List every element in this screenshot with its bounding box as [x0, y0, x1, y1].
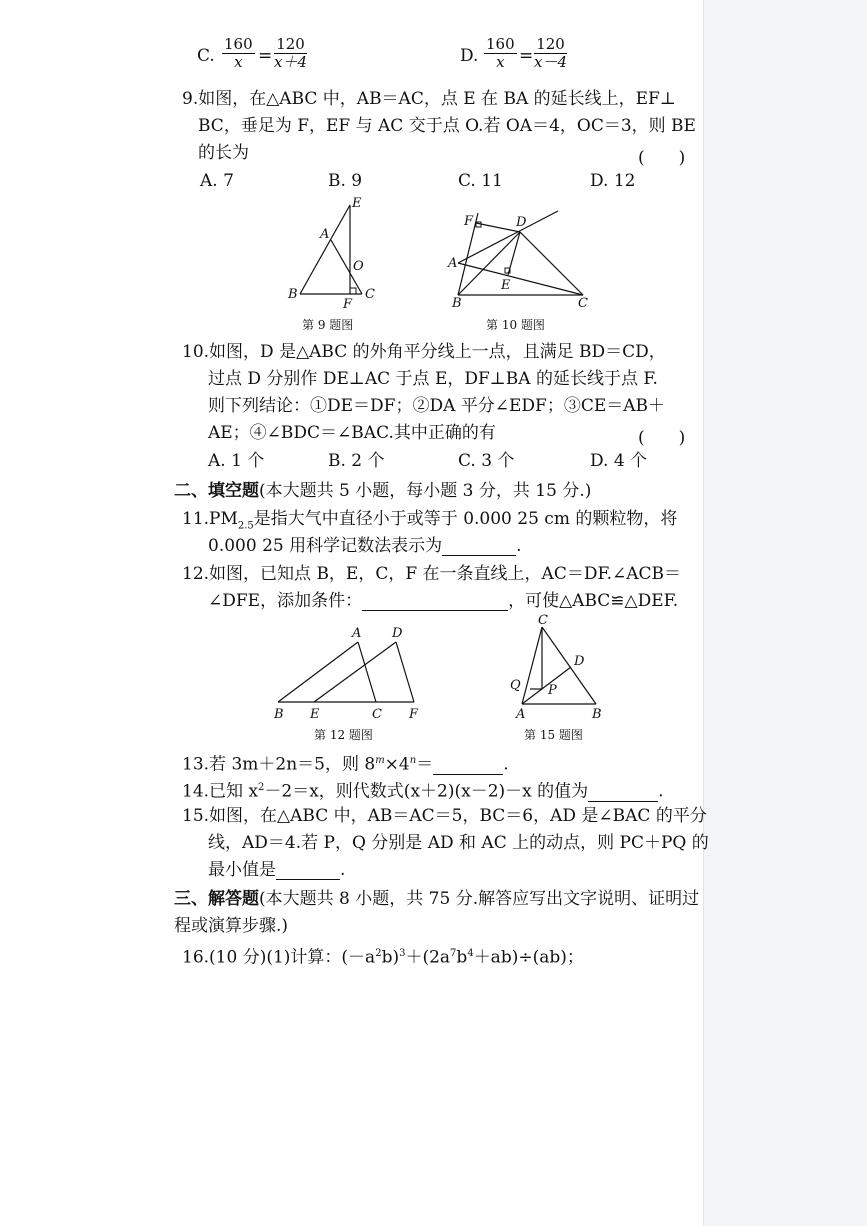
q16-sup-3: 7	[450, 948, 457, 959]
fig9-segment-be	[300, 205, 350, 294]
q14-text-a: 14.已知 x	[182, 781, 259, 802]
fig9-label-o: O	[353, 259, 364, 274]
q10-option-a: A. 1 个	[208, 451, 265, 471]
fig10-label-b: B	[452, 296, 462, 311]
fig12-label-d: D	[392, 626, 403, 641]
q11-text-a: 11.PM	[182, 509, 238, 529]
q15-line-2: 线，AD＝4.若 P，Q 分别是 AD 和 AC 上的动点，则 PC＋PQ 的	[208, 833, 709, 853]
q11-line-1	[182, 509, 677, 536]
fig12-label-c: C	[372, 707, 382, 722]
fig12-segment-ac	[358, 642, 376, 702]
fig15-label-q: Q	[510, 678, 521, 693]
q11-answer-blank[interactable]	[442, 537, 516, 556]
q11-line-2-text: 0.000 25 用科学记数法表示为	[208, 536, 443, 556]
q8-option-c-eq: =	[258, 46, 273, 66]
fig9-label-e: E	[352, 196, 362, 211]
q14-line	[182, 778, 664, 802]
fig15-segment-ad	[522, 667, 571, 704]
q11-line-2	[208, 536, 522, 556]
q8-option-c-frac1	[222, 36, 255, 71]
q16-line	[182, 944, 584, 968]
q8-option-d-label: D.	[460, 46, 479, 66]
section-3-heading	[174, 889, 699, 909]
fig10-label-d: D	[516, 215, 527, 230]
section-3-desc-2: 程或演算步骤.)	[174, 916, 289, 936]
frac-denominator: x＋4	[274, 53, 308, 71]
q12-line-2	[208, 591, 678, 611]
fig9-label-b: B	[288, 287, 298, 302]
q15-line-3-end: .	[340, 860, 346, 880]
q15-line-3	[208, 860, 345, 880]
fig12-label-a: A	[352, 626, 362, 641]
q14-end: .	[658, 781, 664, 802]
figure-15	[504, 612, 614, 724]
q14-answer-blank[interactable]	[588, 783, 658, 802]
frac-numerator: 120	[276, 35, 305, 53]
right-margin-strip	[703, 0, 867, 1226]
q15-answer-blank[interactable]	[276, 861, 340, 880]
fig15-segment-ac	[522, 627, 542, 704]
fig10-segment-ac	[458, 263, 583, 295]
frac-numerator: 160	[486, 35, 515, 53]
q9-line-2: BC，垂足为 F，EF 与 AC 交于点 O.若 OA＝4，OC＝3，则 BE	[198, 116, 696, 136]
fig9-label-f: F	[343, 297, 353, 312]
frac-numerator: 160	[224, 35, 253, 53]
frac-denominator: x－4	[534, 53, 568, 71]
frac-denominator: x	[234, 53, 243, 71]
q11-text-b: 是指大气中直径小于或等于 0.000 25 cm 的颗粒物，将	[253, 509, 678, 529]
q13-line	[182, 751, 509, 775]
fig12-segment-de	[314, 642, 396, 702]
fig15-caption: 第 15 题图	[524, 728, 583, 742]
q16-text-c: ＋(2a	[405, 947, 451, 968]
q10-option-d: D. 4 个	[590, 451, 648, 471]
q11-line-2-end: .	[516, 536, 522, 556]
fig9-label-a: A	[320, 227, 330, 242]
q10-line-2: 过点 D 分别作 DE⊥AC 于点 E，DF⊥BA 的延长线于点 F.	[208, 369, 658, 389]
q16-sup-1: 2	[375, 948, 382, 959]
q13-answer-blank[interactable]	[433, 756, 503, 775]
fig15-label-a: A	[516, 707, 526, 722]
fig15-label-c: C	[538, 613, 548, 628]
q13-sup-n: n	[409, 755, 417, 766]
fig10-caption: 第 10 题图	[486, 318, 545, 332]
fig10-label-a: A	[448, 256, 458, 271]
fig9-label-c: C	[365, 287, 375, 302]
q16-text-e: ＋ab)÷(ab)；	[473, 947, 584, 968]
q10-line-1: 10.如图，D 是△ABC 的外角平分线上一点，且满足 BD＝CD，	[182, 342, 666, 362]
frac-numerator: 120	[536, 35, 565, 53]
q10-option-b: B. 2 个	[328, 451, 385, 471]
fig9-caption: 第 9 题图	[302, 318, 354, 332]
q16-sup-2: 3	[399, 948, 406, 959]
q13-text-b: ×4	[384, 754, 410, 775]
fig12-segment-ab	[278, 642, 358, 702]
fig15-label-b: B	[592, 707, 602, 722]
q12-answer-blank[interactable]	[362, 592, 508, 611]
fig12-label-b: B	[274, 707, 284, 722]
fig9-right-angle-mark	[350, 288, 356, 294]
figure-9	[280, 195, 390, 315]
fig10-label-f: F	[464, 214, 474, 229]
q14-text-b: －2＝x，则代数式(x＋2)(x－2)－x 的值为	[264, 781, 589, 802]
q8-option-d-eq: =	[519, 46, 534, 66]
q13-text-c: ＝	[416, 754, 434, 775]
fig15-label-p: P	[548, 683, 557, 698]
figure-12	[268, 622, 428, 722]
q9-line-3: 的长为	[198, 143, 249, 163]
fig12-label-e: E	[310, 707, 320, 722]
q10-answer-paren: ( )	[638, 428, 686, 448]
section-3-desc-1: (本大题共 8 小题，共 75 分.解答应写出文字说明、证明过	[259, 889, 700, 909]
q9-answer-paren: ( )	[638, 148, 686, 168]
q16-text-d: b	[456, 947, 468, 968]
q10-line-3: 则下列结论：①DE＝DF；②DA 平分∠EDF；③CE＝AB＋	[208, 396, 666, 416]
frac-denominator: x	[496, 53, 505, 71]
q15-line-3-text: 最小值是	[208, 860, 276, 880]
q10-line-4: AE；④∠BDC＝∠BAC.其中正确的有	[208, 423, 496, 443]
q16-text-b: b)	[381, 947, 400, 968]
q16-text-a: 16.(10 分)(1)计算：(－a	[182, 947, 376, 968]
q13-end: .	[503, 754, 509, 775]
q14-sup: 2	[258, 782, 265, 793]
q8-option-c-frac2	[272, 36, 309, 71]
q13-text-a: 13.若 3m＋2n＝5，则 8	[182, 754, 376, 775]
section-2-heading	[174, 481, 591, 501]
q8-option-c-label: C.	[197, 46, 215, 66]
fig10-label-e: E	[501, 278, 511, 293]
fig12-label-f: F	[409, 707, 419, 722]
section-2-title: 二、填空题	[174, 481, 259, 501]
figure-10	[448, 195, 598, 315]
q10-option-c: C. 3 个	[458, 451, 515, 471]
q9-option-a: A. 7	[200, 171, 234, 191]
q8-option-d-frac2	[532, 36, 569, 71]
fig10-segment-df	[476, 223, 520, 232]
q12-line-2-end: ，可使△ABC≌△DEF.	[508, 591, 679, 611]
q9-option-c: C. 11	[458, 171, 503, 191]
q9-option-b: B. 9	[328, 171, 363, 191]
q8-option-d-frac1	[484, 36, 517, 71]
q9-option-d: D. 12	[590, 171, 636, 191]
fig10-segment-cd	[520, 232, 583, 295]
q15-line-1: 15.如图，在△ABC 中，AB＝AC＝5，BC＝6，AD 是∠BAC 的平分	[182, 806, 707, 826]
section-3-title: 三、解答题	[174, 889, 259, 909]
q9-line-1: 9.如图，在△ABC 中，AB＝AC，点 E 在 BA 的延长线上，EF⊥	[182, 89, 676, 109]
q13-sup-m: m	[375, 755, 385, 766]
fig12-segment-df	[396, 642, 414, 702]
q11-subscript: 2.5	[237, 520, 254, 532]
fig12-caption: 第 12 题图	[314, 728, 373, 742]
fig10-label-c: C	[578, 296, 588, 311]
section-2-desc: (本大题共 5 小题，每小题 3 分，共 15 分.)	[259, 481, 592, 501]
fig15-label-d: D	[574, 654, 585, 669]
q16-sup-4: 4	[467, 948, 474, 959]
q12-line-2-text: ∠DFE，添加条件：	[208, 591, 363, 611]
q12-line-1: 12.如图，已知点 B，E，C，F 在一条直线上，AC＝DF.∠ACB＝	[182, 564, 682, 584]
